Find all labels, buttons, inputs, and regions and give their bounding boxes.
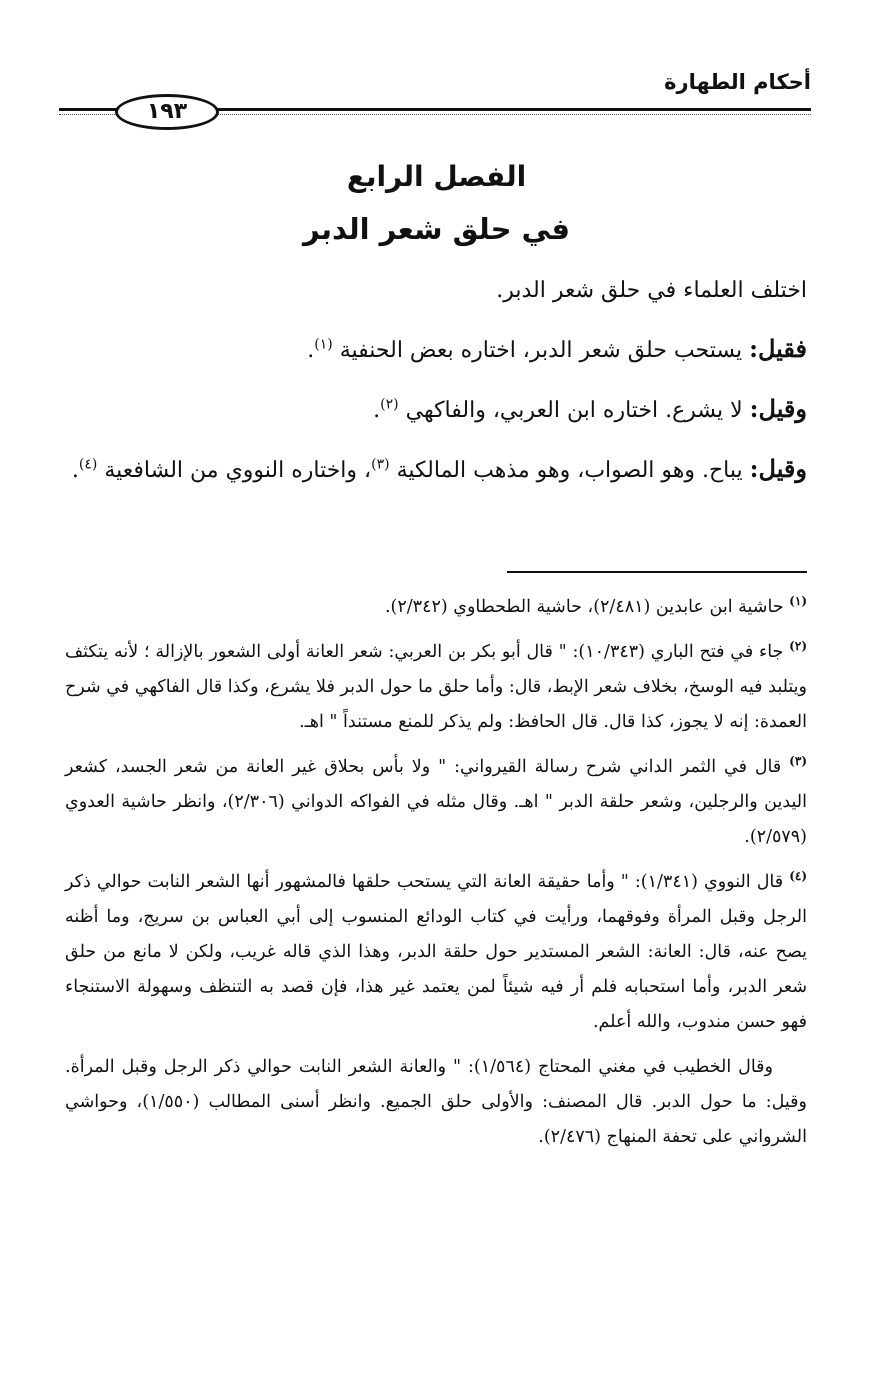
footnote (65, 635, 807, 740)
footnote-number: (٢) (789, 639, 807, 654)
opinion-tail: . (307, 338, 315, 363)
opinion-text: يستحب حلق شعر الدبر، اختاره بعض الحنفية (332, 338, 750, 363)
footnote-text: جاء في فتح الباري (١٠/٣٤٣): " قال أبو بكر بن العربي: شعر العانة أولى الشعور بالإزالة ؛ لأنه يتكثف ويتلبد فيه الوسخ، بخلاف شعر الإبط، قال: وأما حلق ما حول الدبر فلا يشرع، وكذا قال الفاكهي في شرح العمدة: إنه لا يجوز، كذا قال. قال الحافظ: ولم يذكر للمنع مستنداً " اهـ. (65, 642, 807, 732)
opinion-lead: وقيل: (749, 394, 807, 423)
footnote-text: حاشية ابن عابدين (٢/٤٨١)، حاشية الطحطاوي (٢/٣٤٢). (384, 597, 790, 617)
book-title: أحكام الطهارة (664, 70, 811, 94)
footnote (65, 750, 807, 855)
opinion-paragraph (65, 380, 807, 440)
footnote-ref[interactable]: (٤) (78, 456, 98, 473)
footnote-text: قال في الثمر الداني شرح رسالة القيرواني: " ولا بأس بحلاق غير العانة من شعر الجسد، كشعر اليدين والرجلين، وشعر حلقة الدبر " اهـ. وقال مثله في الفواكه الدواني (٢/٣٠٦)، وانظر حاشية العدوي (٢/٥٧٩). (65, 757, 807, 847)
opinion-lead: وقيل: (749, 454, 807, 483)
opinion-tail: . (71, 458, 79, 483)
footnote (65, 865, 807, 1040)
footnote-ref[interactable]: (١) (314, 336, 333, 353)
opinion-text-continued: ، واختاره النووي من الشافعية (97, 458, 372, 483)
footnote (65, 590, 807, 625)
opinion-lead: فقيل: (749, 334, 807, 363)
chapter-label: الفصل الرابع (346, 160, 527, 193)
footnote-separator (507, 571, 807, 573)
footnote-number: (٤) (789, 869, 808, 884)
footnote-number: (٣) (789, 754, 807, 769)
footnote-text: وقال الخطيب في مغني المحتاج (١/٥٦٤): " والعانة الشعر النابت حوالي ذكر الرجل وقبل المرأة. وقيل: ما حول الدبر. قال المصنف: والأولى حلق الجميع. وانظر أسنى المطالب (١/٥٥٠)، وحواشي الشرواني على تحفة المنهاج (٢/٤٧٦). (65, 1057, 807, 1147)
footnotes (65, 590, 807, 1165)
footnote-ref[interactable]: (٣) (371, 456, 390, 473)
footnote-continuation (65, 1050, 807, 1155)
footnote-text: قال النووي (١/٣٤١): " وأما حقيقة العانة التي يستحب حلقها فالمشهور أنها الشعر النابت حوالي ذكر الرجل وقبل المرأة وفوقهما، ورأيت في كتاب الودائع المنسوب إلى أبي العباس بن سريج، وما أظنه يصح عنه، قال: العانة: الشعر المستدير حول حلقة الدبر، وهذا الذي قاله غريب، ولكن لا مانع من حلق شعر الدبر، وأما استحبابه فلم أر فيه شيئاً لمن يعتمد غير هذا، فإن قصد به التنظف وسهولة الاستنجاء فهو حسن مندوب، والله أعلم. (65, 872, 807, 1032)
opinion-text: يباح. وهو الصواب، وهو مذهب المالكية (389, 458, 750, 483)
intro-paragraph: اختلف العلماء في حلق شعر الدبر. (496, 278, 807, 303)
main-text (65, 262, 807, 500)
footnote-number: (١) (789, 594, 807, 609)
chapter-title: في حلق شعر الدبر (303, 212, 570, 246)
opinion-paragraph (65, 320, 807, 380)
page-number: ١٩٣ (115, 94, 219, 130)
running-header (59, 64, 811, 128)
footnote-ref[interactable]: (٢) (380, 396, 399, 413)
opinion-tail: . (373, 398, 381, 423)
opinion-paragraph (65, 440, 807, 500)
opinion-text: لا يشرع. اختاره ابن العربي، والفاكهي (398, 398, 750, 423)
